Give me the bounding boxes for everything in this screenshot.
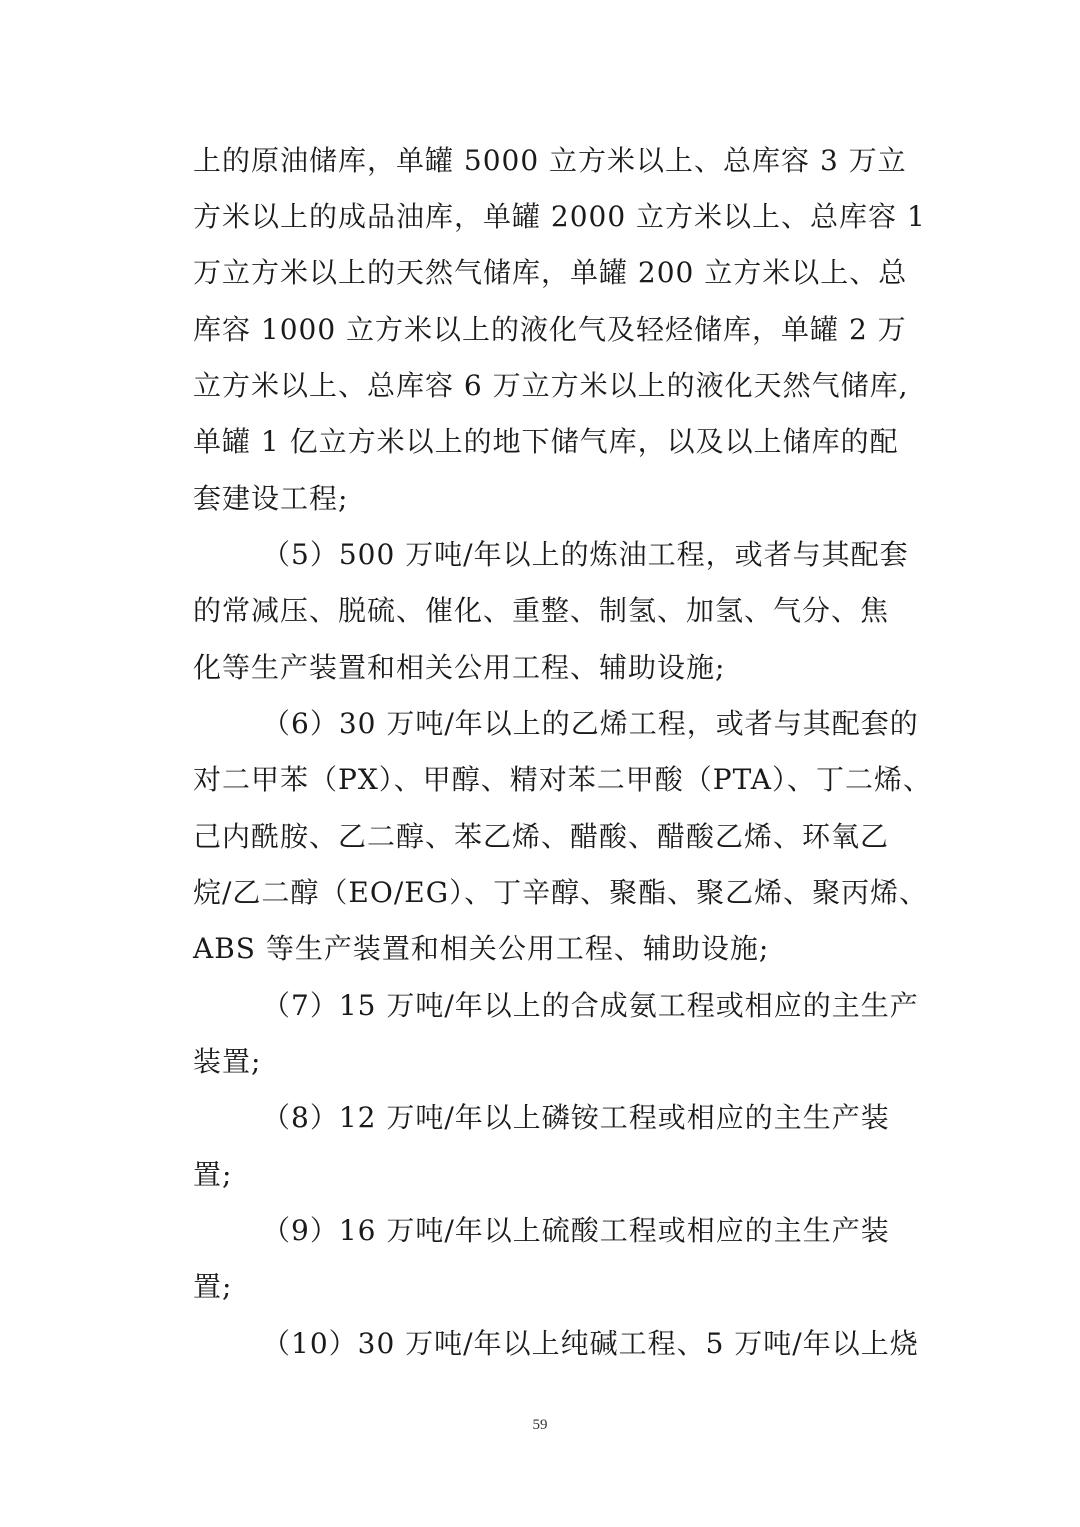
text-line-5: 立方米以上、总库容 6 万立方米以上的液化天然气储库,: [193, 369, 909, 402]
text-line-7: 套建设工程;: [193, 482, 349, 515]
text-line-1: 上的原油储库，单罐 5000 立方米以上、总库容 3 万立: [193, 144, 907, 177]
text-line-3: 万立方米以上的天然气储库，单罐 200 立方米以上、总: [193, 256, 908, 289]
text-line-6: 单罐 1 亿立方米以上的地下储气库，以及以上储库的配: [193, 425, 899, 458]
text-line-10: 化等生产装置和相关公用工程、辅助设施;: [193, 651, 726, 684]
text-line-17: 装置;: [193, 1045, 262, 1078]
text-line-15: ABS 等生产装置和相关公用工程、辅助设施;: [193, 932, 770, 965]
text-line-12: 对二甲苯（PX）、甲醇、精对苯二甲酸（PTA）、丁二烯、: [193, 763, 932, 796]
text-line-8: （5）500 万吨/年以上的炼油工程，或者与其配套: [262, 538, 909, 571]
text-line-21: 置;: [193, 1270, 233, 1303]
text-line-20: （9）16 万吨/年以上硫酸工程或相应的主生产装: [262, 1214, 890, 1247]
text-line-11: （6）30 万吨/年以上的乙烯工程，或者与其配套的: [262, 707, 919, 740]
text-line-18: （8）12 万吨/年以上磷铵工程或相应的主生产装: [262, 1101, 890, 1134]
page-number: 59: [532, 1417, 548, 1433]
text-line-16: （7）15 万吨/年以上的合成氨工程或相应的主生产: [262, 989, 919, 1022]
text-line-4: 库容 1000 立方米以上的液化气及轻烃储库，单罐 2 万: [193, 313, 907, 346]
text-line-2: 方米以上的成品油库，单罐 2000 立方米以上、总库容 1: [193, 200, 926, 233]
text-line-19: 置;: [193, 1158, 233, 1191]
text-line-13: 己内酰胺、乙二醇、苯乙烯、醋酸、醋酸乙烯、环氧乙: [193, 820, 890, 853]
text-line-22: （10）30 万吨/年以上纯碱工程、5 万吨/年以上烧: [262, 1327, 919, 1360]
text-line-9: 的常减压、脱硫、催化、重整、制氢、加氢、气分、焦: [193, 594, 890, 627]
text-line-14: 烷/乙二醇（EO/EG）、丁辛醇、聚酯、聚乙烯、聚丙烯、: [193, 876, 929, 909]
